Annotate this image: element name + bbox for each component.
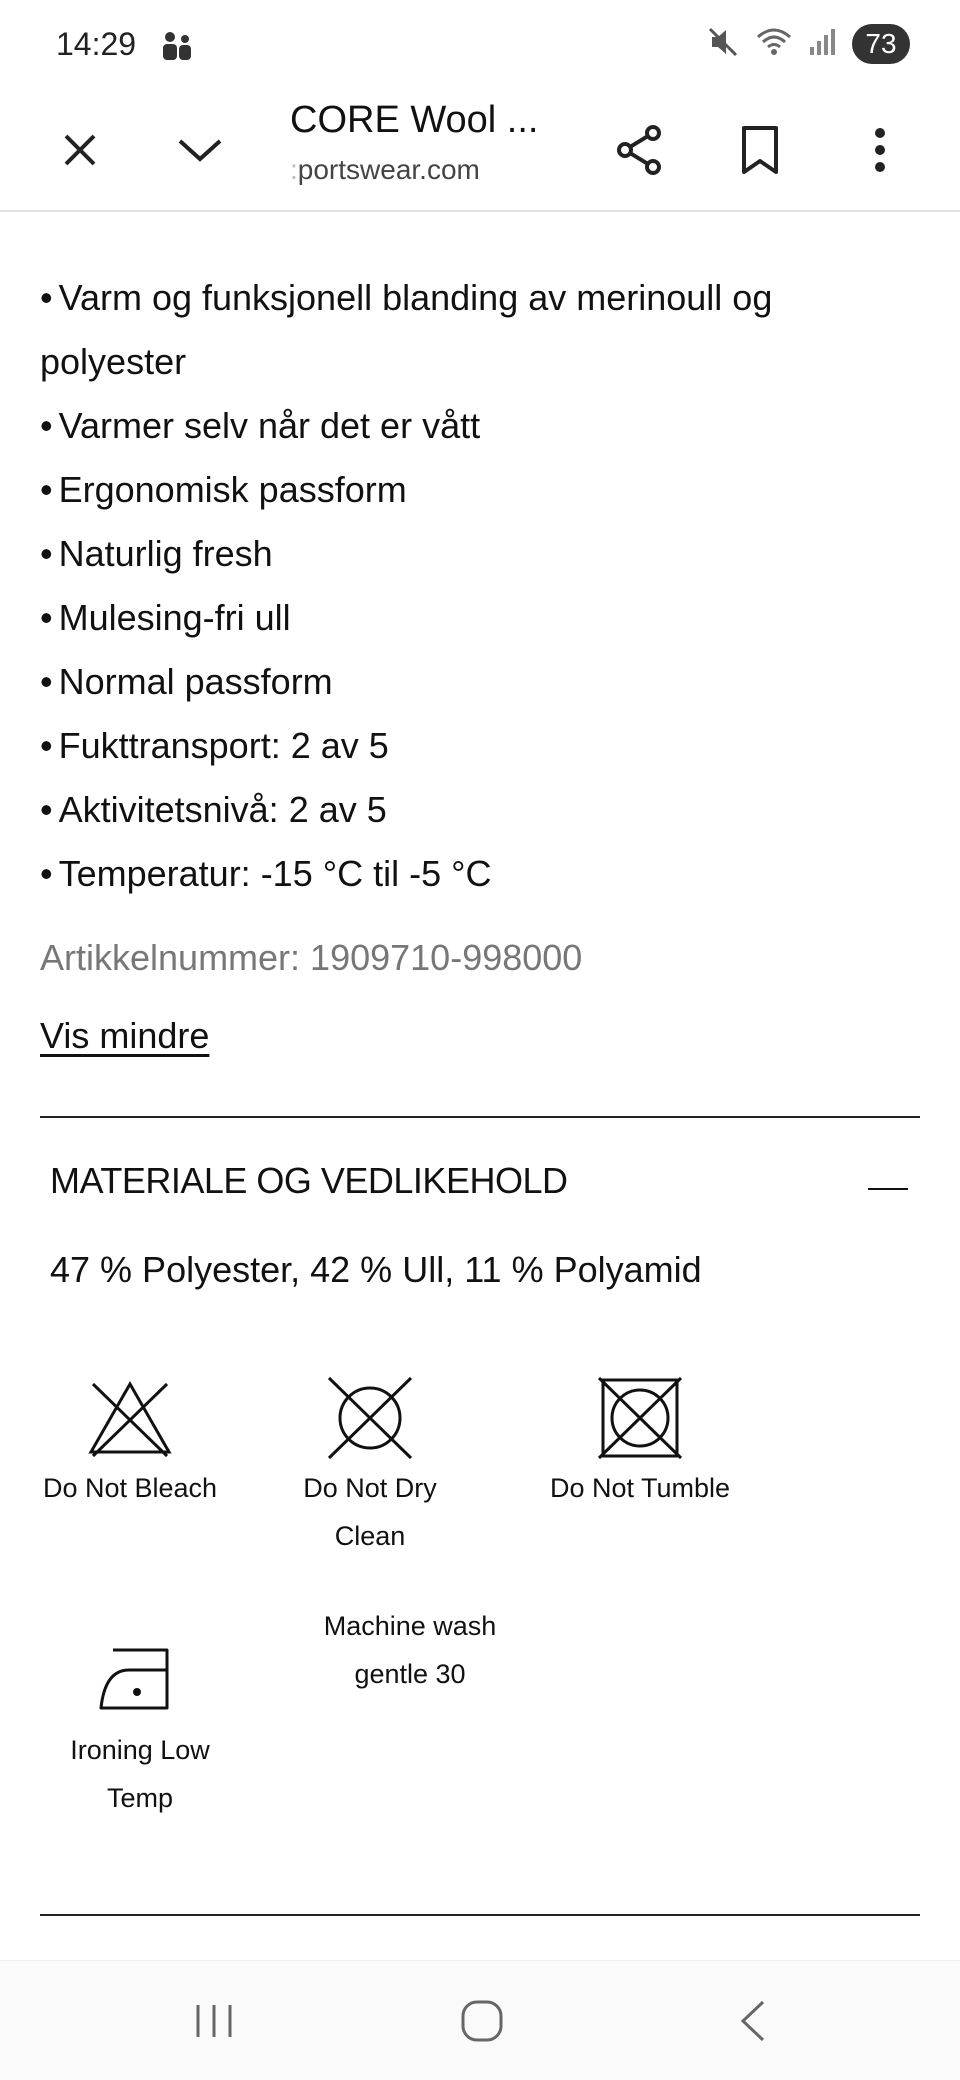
recents-button[interactable]	[174, 1991, 254, 2051]
back-icon	[737, 1998, 767, 2044]
home-button[interactable]	[442, 1991, 522, 2051]
home-icon	[459, 1998, 505, 2044]
show-less-link[interactable]: Vis mindre	[40, 1015, 210, 1056]
care-item	[540, 1376, 740, 1512]
page-info[interactable]	[290, 92, 560, 190]
do-not-tumble-icon	[595, 1376, 685, 1460]
more-button[interactable]	[844, 114, 916, 186]
do-not-dry-clean-icon	[325, 1376, 415, 1460]
share-button[interactable]	[604, 114, 676, 186]
wifi-icon	[754, 25, 794, 64]
url-faded-prefix: :	[290, 154, 298, 185]
url-text: portswear.com	[297, 154, 480, 185]
signal-icon	[808, 27, 838, 62]
feature-item: • Normal passform	[40, 650, 920, 714]
care-item	[290, 1376, 450, 1560]
care-item	[310, 1602, 510, 1698]
feature-item: • Varm og funksjonell blanding av merinoull og polyester	[40, 266, 920, 394]
people-icon	[160, 30, 194, 67]
care-label: Do Not Tumble	[549, 1473, 731, 1503]
article-number: Artikkelnummer: 1909710-998000	[40, 937, 583, 978]
divider	[40, 1914, 920, 1916]
close-icon	[60, 130, 100, 170]
battery-icon: 73	[852, 24, 910, 64]
back-button[interactable]	[712, 1991, 792, 2051]
care-label: Do Not Dry Clean	[303, 1473, 437, 1551]
minus-icon[interactable]	[868, 1188, 908, 1190]
chevron-down-icon	[176, 135, 224, 165]
more-vertical-icon	[874, 127, 886, 173]
feature-item: • Mulesing-fri ull	[40, 586, 920, 650]
do-not-bleach-icon	[85, 1376, 175, 1460]
share-icon	[615, 124, 665, 176]
material-composition: 47 % Polyester, 42 % Ull, 11 % Polyamid	[50, 1249, 702, 1290]
page-url	[290, 150, 560, 190]
care-label: Do Not Bleach	[42, 1473, 218, 1503]
feature-item: • Fukttransport: 2 av 5	[40, 714, 920, 778]
feature-item: • Aktivitetsnivå: 2 av 5	[40, 778, 920, 842]
status-icons	[706, 24, 910, 64]
custom-tab-toolbar	[0, 90, 960, 212]
care-label: Ironing Low Temp	[70, 1735, 210, 1813]
recents-icon	[192, 2001, 236, 2041]
status-time: 14:29	[56, 26, 137, 62]
bookmark-button[interactable]	[724, 114, 796, 186]
care-item	[60, 1638, 220, 1822]
page-title: CORE Wool ...	[290, 99, 539, 141]
feature-item: • Naturlig fresh	[40, 522, 920, 586]
mute-icon	[706, 25, 740, 64]
status-bar	[0, 0, 960, 90]
feature-list	[40, 266, 920, 906]
bookmark-icon	[740, 125, 780, 175]
care-item	[40, 1376, 220, 1512]
minimize-button[interactable]	[164, 114, 236, 186]
close-button[interactable]	[44, 114, 116, 186]
feature-item: • Varmer selv når det er vått	[40, 394, 920, 458]
feature-item: • Ergonomisk passform	[40, 458, 920, 522]
navigation-bar	[0, 1960, 960, 2080]
care-instructions	[40, 1326, 920, 1886]
feature-item: • Temperatur: -15 °C til -5 °C	[40, 842, 920, 906]
section-title: MATERIALE OG VEDLIKEHOLD	[50, 1160, 568, 1201]
care-label: Machine wash gentle 30	[323, 1611, 497, 1689]
product-details	[40, 212, 920, 1886]
iron-low-icon	[95, 1638, 185, 1722]
material-section-header[interactable]	[40, 1118, 920, 1242]
